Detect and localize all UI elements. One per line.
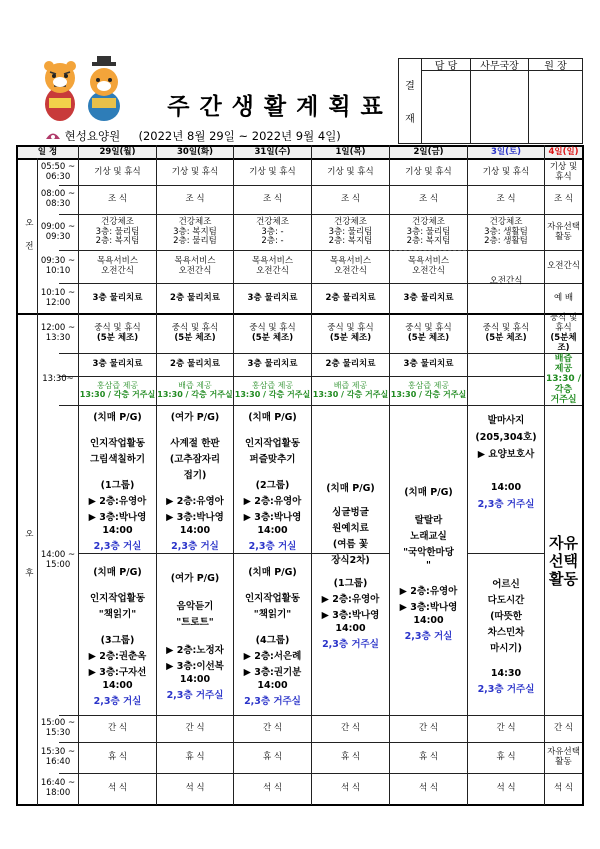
cell-juice: 배즙 제공 13:30 / 각층 거주실 [312,381,389,399]
program-thu: (치매 P/G) 싱글벙글 원예치료 (여름 꽃 장식2차) (1그룹) ▶ 2층:유영아 ▶ 3층:박나영 14:00 2,3층 거주실 [321,483,380,650]
approval-role: 담 당 [421,58,471,71]
cell-breakfast: 조 식 [262,194,283,205]
program-sun: 자유 선택 활동 [549,533,578,588]
org-name: 현성요양원 [64,129,121,143]
cell-snack: 간 식 [262,723,283,734]
cell-juice: 홍삼즙 제공 13:30 / 각층 거주실 [79,381,156,399]
cell-worship: 예 배 [553,292,574,303]
cell-breakfast: 조 식 [107,194,128,205]
cell-lunch: 중식 및 휴식 (5분 체조) [94,323,141,343]
program-mon-b: (치매 P/G) 인지작업활동 "책읽기" (3그룹) ▶ 2층:권춘옥 ▶ 3층:구자선 14:00 2,3층 거실 [88,566,147,707]
cell-lunch: 중식 및 휴식 (5분 체조) [171,323,219,343]
cell-bath-snack: 목욕서비스 오전간식 [329,256,372,276]
cell-snack: 간 식 [418,723,439,734]
cell-exercise: 건강체조 3층: 생활팀 2층: 생활팀 [484,216,528,247]
section-am: 오 전 [23,217,34,256]
day-header-wed: 31일(수) [254,146,291,157]
cell-rest: 휴 식 [418,752,439,763]
cell-dinner: 석 식 [185,783,205,794]
cell-juice: 홍삼즙 제공 13:30 / 각층 거주실 [234,381,311,399]
cell-bath-snack: 목욕서비스 오전간식 [251,256,294,276]
cell-physio: 3층 물리치료 [92,292,143,303]
cell-dinner: 석 식 [418,783,439,794]
cell-physio: 3층 물리치료 [247,292,298,303]
tiger-mascot-icon [40,58,80,122]
cell-snack: 간 식 [107,723,128,734]
cell-am-snack: 오전간식 [489,276,523,287]
cell-dinner: 석 식 [262,783,283,794]
program-tue-b: (여가 P/G) 음악듣기 "트로트" ▶ 2층:노정자 ▶ 3층:이선복 14:00 2,3층 거주실 [166,572,224,701]
day-header-thu: 1일(목) [335,146,366,157]
program-fri: (치매 P/G) 랄랄라 노래교실 "국악한마당 " ▶ 2층:유영아 ▶ 3층:박나영 14:00 2,3층 거실 [399,486,458,642]
cell-wake: 기상 및 휴식 [249,166,296,177]
cell-physio: 2층 물리치료 [170,359,220,370]
cell-exercise: 건강체조 3층: - 2층: - [256,216,289,247]
approval-label: 결 재 [398,58,422,144]
cell-snack: 간 식 [185,723,205,734]
cell-wake: 기상 및 휴식 [549,161,578,182]
cell-wake: 기상 및 휴식 [171,166,219,177]
cell-snack: 간 식 [496,723,516,734]
cell-wake: 기상 및 휴식 [482,166,530,177]
cell-physio: 2층 물리치료 [170,292,220,303]
cell-physio: 2층 물리치료 [325,292,376,303]
time-slot: 12:00 ~ 13:30 [40,323,76,343]
cell-exercise: 건강체조 3층: 복지팀 2층: 물리팀 [173,216,217,247]
approval-role: 사무국장 [470,58,529,71]
cell-bath-snack: 목욕서비스 오전간식 [407,256,450,276]
time-slot: 15:00 ~ 15:30 [40,718,76,738]
time-slot: 16:40 ~ 18:00 [40,778,76,798]
cell-dinner: 석 식 [340,783,361,794]
page-title: 주간생활계획표 [167,94,393,120]
cell-dinner: 석 식 [107,783,128,794]
approval-sign[interactable] [421,70,471,144]
cell-lunch: 중식 및 휴식 (5분체조) [549,313,578,353]
cell-physio: 3층 물리치료 [247,359,298,370]
cell-breakfast: 조 식 [340,194,361,205]
cell-physio: 2층 물리치료 [325,359,376,370]
cell-free-activity: 자유선택 활동 [547,747,580,767]
program-sat-b: 어르신 다도시간 (따뜻한 차스민차 마시기) 14:30 2,3층 거주실 [477,578,535,695]
program-sat-a: 발마사지 (205,304호) ▶ 요양보호사 14:00 2,3층 거주실 [475,415,537,510]
cell-lunch: 중식 및 휴식 (5분 체조) [482,323,530,343]
time-slot: 15:30 ~ 16:40 [40,747,76,767]
cell-juice-sun: 배즙 제공 13:30 / 각층 거주실 [545,353,582,406]
time-slot: 09:30 ~ 10:10 [40,256,76,276]
cell-rest: 휴 식 [107,752,128,763]
approval-sign[interactable] [470,70,529,144]
cell-exercise: 건강체조 3층: 물리팀 2층: 복지팀 [95,216,140,247]
cell-juice: 배즙 제공 13:30 / 각층 거주실 [157,381,233,399]
tiger-mascot-hat-icon [82,56,126,122]
approval-role: 원 장 [528,58,583,71]
program-mon-a: (치매 P/G) 인지작업활동 그림색칠하기 (1그룹) ▶ 2층:유영아 ▶ 3층:박나영 14:00 2,3층 거실 [88,412,147,552]
header-period: 일 정 [37,146,58,157]
section-pm: 오 후 [23,528,34,591]
day-header-sun: 4일(일) [548,146,579,157]
day-header-tue: 30일(화) [176,146,214,157]
cell-free-activity: 자유선택 활동 [547,221,580,242]
cell-breakfast: 조 식 [185,194,205,205]
cell-rest: 휴 식 [496,752,516,763]
time-slot: 09:00 ~ 09:30 [40,221,76,242]
time-slot: 14:00 ~ 15:00 [40,549,76,570]
cell-wake: 기상 및 휴식 [327,166,374,177]
time-slot: 10:10 ~ 12:00 [40,287,76,308]
cell-breakfast: 조 식 [418,194,439,205]
cell-rest: 휴 식 [340,752,361,763]
cell-lunch: 중식 및 휴식 (5분 체조) [405,323,452,343]
cell-physio: 3층 물리치료 [92,359,143,370]
cell-rest: 휴 식 [185,752,205,763]
cell-bath-snack: 목욕서비스 오전간식 [96,256,139,276]
program-tue-a: (여가 P/G) 사계절 한판 (고추잠자리 접기) ▶ 2층:유영아 ▶ 3층:박나영 14:00 2,3층 거실 [166,412,224,552]
program-wed-a: (치매 P/G) 인지작업활동 퍼즐맞추기 (2그룹) ▶ 2층:유영아 ▶ 3층:박나영 14:00 2,3층 거실 [243,412,302,552]
subtitle [45,128,341,144]
cell-dinner: 석 식 [496,783,516,794]
cell-lunch: 중식 및 휴식 (5분 체조) [249,323,296,343]
cell-physio: 3층 물리치료 [403,359,454,370]
cell-rest: 휴 식 [262,752,283,763]
org-logo-icon [45,130,61,141]
approval-sign[interactable] [528,70,583,144]
cell-am-snack: 오전간식 [547,261,580,272]
cell-snack: 간 식 [340,723,361,734]
time-slot: 13:30~ [42,373,74,384]
time-slot: 05:50 ~ 06:30 [40,161,76,182]
program-wed-b: (치매 P/G) 인지작업활동 "책읽기" (4그룹) ▶ 2층:서은례 ▶ 3층:권기분 14:00 2,3층 거주실 [243,566,302,707]
cell-exercise: 건강체조 3층: 물리팀 2층: 복지팀 [328,216,373,247]
time-slot: 08:00 ~ 08:30 [40,189,76,209]
cell-bath-snack: 목욕서비스 오전간식 [174,256,216,276]
day-header-mon: 29일(월) [99,146,136,157]
cell-wake: 기상 및 휴식 [405,166,452,177]
cell-snack: 간 식 [553,723,574,734]
cell-lunch: 중식 및 휴식 (5분 체조) [327,323,374,343]
cell-dinner: 석 식 [553,783,574,794]
cell-breakfast: 조 식 [553,194,574,205]
day-header-sat: 3일(토) [490,146,522,157]
period: (2022년 8월 29일 ~ 2022년 9월 4일) [138,129,341,143]
cell-wake: 기상 및 휴식 [94,166,141,177]
cell-exercise: 건강체조 3층: 물리팀 2층: 복지팀 [406,216,451,247]
day-header-fri: 2일(금) [413,146,444,157]
cell-breakfast: 조 식 [496,194,516,205]
cell-physio: 3층 물리치료 [403,292,454,303]
cell-juice: 홍삼즙 제공 13:30 / 각층 거주실 [390,381,467,399]
